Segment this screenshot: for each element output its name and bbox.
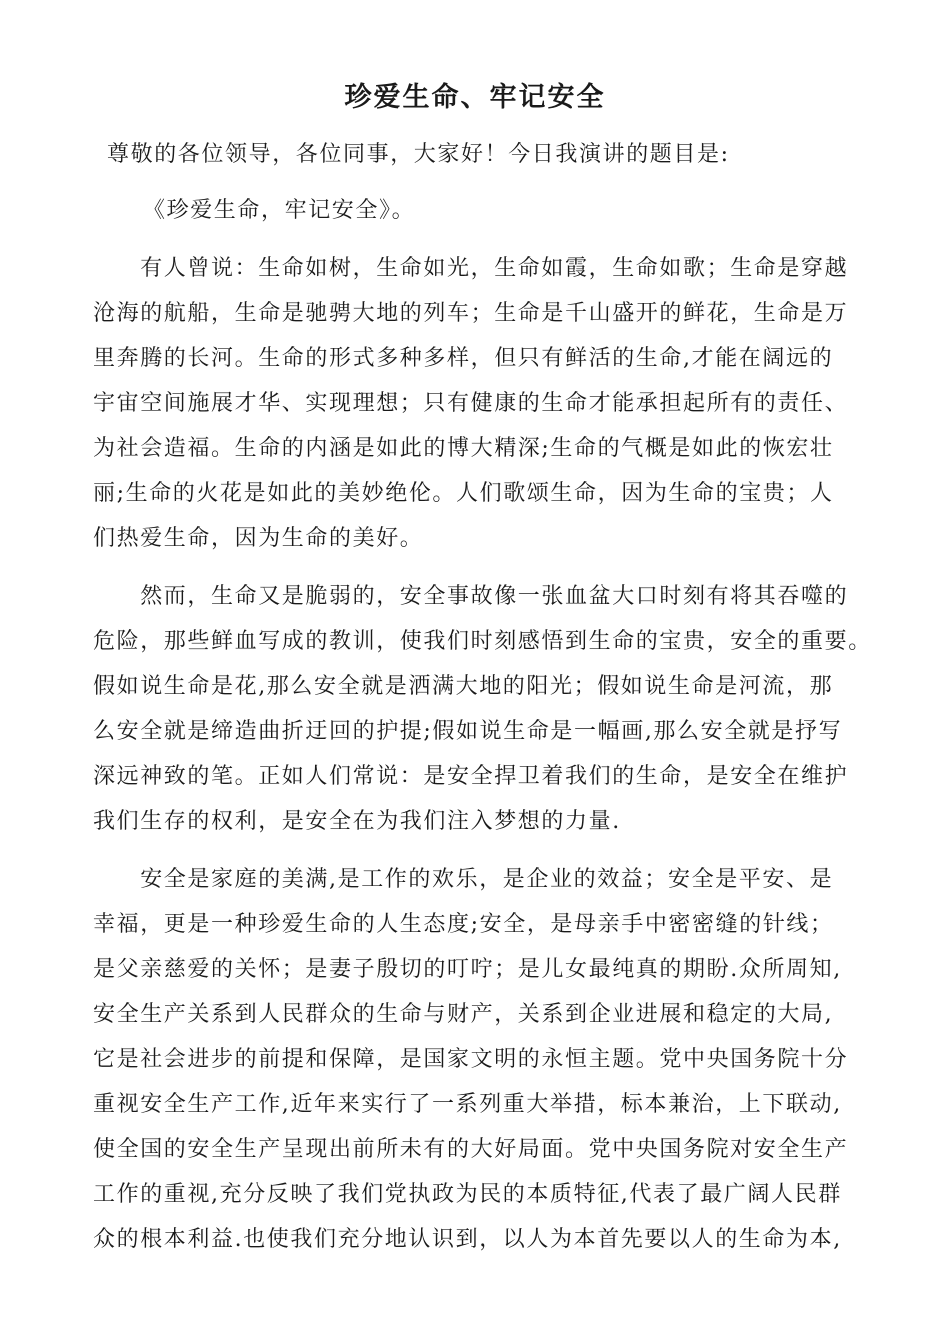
paragraph-2-line: 然而，生命又是脆弱的，安全事故像一张血盆大口时刻有将其吞噬的 [93, 584, 849, 609]
paragraph-2-line: 深远神致的笔。正如人们常说：是安全捍卫着我们的生命，是安全在维护 [93, 764, 849, 789]
paragraph-2-line: 么安全就是缔造曲折迂回的护提;假如说生命是一幅画,那么安全就是抒写 [93, 719, 843, 744]
paragraph-1-line: 沧海的航船，生命是驰骋大地的列车；生命是千山盛开的鲜花，生命是万 [93, 301, 849, 326]
paragraph-3-line: 重视安全生产工作,近年来实行了一系列重大举措，标本兼治，上下联动, [93, 1092, 842, 1117]
paragraph-1-line: 宇宙空间施展才华、实现理想；只有健康的生命才能承担起所有的责任、 [93, 391, 849, 416]
paragraph-3-line: 是父亲慈爱的关怀；是妻子殷切的叮咛；是儿女最纯真的期盼.众所周知, [93, 957, 842, 982]
paragraph-2-line: 危险，那些鲜血写成的教训，使我们时刻感悟到生命的宝贵，安全的重要。 [93, 629, 872, 654]
paragraph-1-line: 有人曾说：生命如树，生命如光，生命如霞，生命如歌；生命是穿越 [93, 256, 849, 281]
paragraph-2-line: 我们生存的权利，是安全在为我们注入梦想的力量. [93, 809, 621, 834]
paragraph-3-line: 安全是家庭的美满,是工作的欢乐，是企业的效益；安全是平安、是 [93, 867, 834, 892]
paragraph-1-line: 里奔腾的长河。生命的形式多种多样，但只有鲜活的生命,才能在阔远的 [93, 346, 834, 371]
greeting-line: 尊敬的各位领导，各位同事，大家好！今日我演讲的题目是: [107, 142, 730, 167]
paragraph-3-line: 安全生产关系到人民群众的生命与财产，关系到企业进展和稳定的大局, [93, 1002, 834, 1027]
paragraph-3-line: 工作的重视,充分反映了我们党执政为民的本质特征,代表了最广阔人民群 [93, 1182, 842, 1207]
paragraph-2-line: 假如说生命是花,那么安全就是洒满大地的阳光；假如说生命是河流，那 [93, 674, 834, 699]
paragraph-1-line: 们热爱生命，因为生命的美好。 [93, 526, 424, 551]
paragraph-3-line: 众的根本利益.也使我们充分地认识到，以人为本首先要以人的生命为本, [93, 1227, 842, 1252]
paragraph-3-line: 幸福，更是一种珍爱生命的人生态度;安全，是母亲手中密密缝的针线； [93, 912, 834, 937]
paragraph-1-line: 丽;生命的火花是如此的美妙绝伦。人们歌颂生命，因为生命的宝贵；人 [93, 481, 834, 506]
document-title: 珍爱生命、牢记安全 [344, 82, 606, 113]
speech-topic: 《珍爱生命，牢记安全》。 [143, 198, 416, 223]
paragraph-3-line: 使全国的安全生产呈现出前所未有的大好局面。党中央国务院对安全生产 [93, 1137, 849, 1162]
paragraph-3-line: 它是社会进步的前提和保障，是国家文明的永恒主题。党中央国务院十分 [93, 1047, 849, 1072]
paragraph-1-line: 为社会造福。生命的内涵是如此的博大精深;生命的气概是如此的恢宏壮 [93, 436, 834, 461]
